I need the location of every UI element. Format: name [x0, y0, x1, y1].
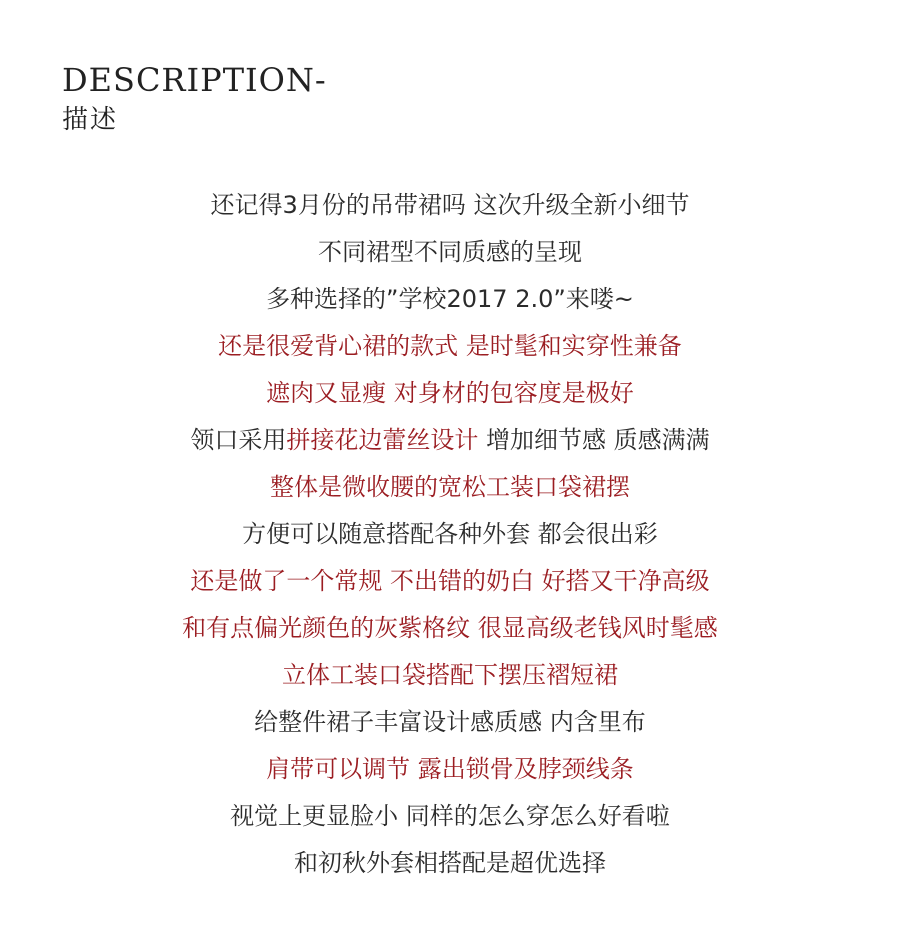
- description-heading: [62, 62, 327, 136]
- description-text: 多种选择的”学校2017 2.0”来喽~: [266, 285, 634, 313]
- description-line: [0, 185, 900, 232]
- description-text: 领口采用: [190, 426, 287, 454]
- description-line: [0, 373, 900, 420]
- highlighted-text: 拼接花边蕾丝设计: [286, 426, 479, 454]
- description-line: [0, 420, 900, 467]
- description-text: 视觉上更显脸小 同样的怎么穿怎么好看啦: [230, 802, 670, 830]
- description-line: [0, 608, 900, 655]
- description-body: [0, 185, 900, 890]
- heading-english: DESCRIPTION-: [62, 61, 327, 99]
- description-line: [0, 326, 900, 373]
- description-line: [0, 514, 900, 561]
- highlighted-text: 还是很爱背心裙的款式 是时髦和实穿性兼备: [218, 332, 682, 360]
- description-line: [0, 655, 900, 702]
- description-text: 还记得3月份的吊带裙吗 这次升级全新小细节: [210, 191, 690, 219]
- description-line: [0, 232, 900, 279]
- description-text: 方便可以随意搭配各种外套 都会很出彩: [242, 520, 658, 548]
- highlighted-text: 整体是微收腰的宽松工装口袋裙摆: [270, 473, 630, 501]
- heading-chinese: 描述: [62, 105, 119, 135]
- description-text: 和初秋外套相搭配是超优选择: [294, 849, 606, 877]
- description-line: [0, 796, 900, 843]
- highlighted-text: 肩带可以调节 露出锁骨及脖颈线条: [266, 755, 634, 783]
- highlighted-text: 立体工装口袋搭配下摆压褶短裙: [282, 661, 618, 689]
- highlighted-text: 遮肉又显瘦 对身材的包容度是极好: [266, 379, 634, 407]
- description-text: 给整件裙子丰富设计感质感 内含里布: [254, 708, 646, 736]
- description-line: [0, 843, 900, 890]
- description-line: [0, 702, 900, 749]
- description-line: [0, 279, 900, 326]
- description-text: 不同裙型不同质感的呈现: [318, 238, 582, 266]
- description-text: 增加细节感 质感满满: [478, 426, 710, 454]
- description-line: [0, 749, 900, 796]
- description-line: [0, 561, 900, 608]
- highlighted-text: 和有点偏光颜色的灰紫格纹 很显高级老钱风时髦感: [182, 614, 718, 642]
- description-line: [0, 467, 900, 514]
- highlighted-text: 还是做了一个常规 不出错的奶白 好搭又干净高级: [190, 567, 710, 595]
